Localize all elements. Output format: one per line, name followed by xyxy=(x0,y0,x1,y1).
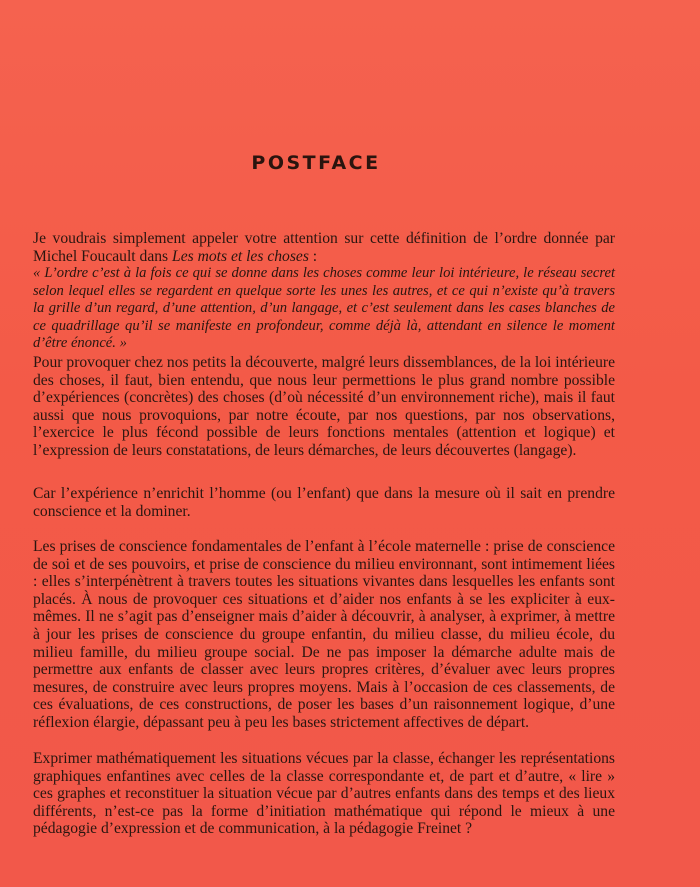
foucault-quote: « L’ordre c’est à la fois ce qui se donne dans les choses comme leur loi intérieure, le réseau secret selon lequel elles se regardent en quelque sorte les unes les autres, et ce qui n’existe qu’à travers la grille d’un regard, d’une attention, d’un langage, et c’est seulement dans les cases blanches de ce quadrillage qu’il se manifeste en profondeur, comme déjà là, attendant en silence le moment d’être énoncé. » xyxy=(33,265,615,352)
book-title: Les mots et les choses xyxy=(172,247,309,265)
paragraph-4: Les prises de conscience fondamentales de l’enfant à l’école maternelle : prise de conscience de soi et de ses pouvoirs, et prise de conscience du milieu environnant, sont intimement liées : elles s’interpénètrent à travers toutes les situations vivantes dans lesquelles les enfants sont placés. À nous de provoquer ces situations et d’aider nos enfants à se les expliciter à eux-mêmes. Il ne s’agit pas d’enseigner mais d’aider à découvrir, à analyser, à exprimer, à mettre à jour les prises de conscience du groupe enfantin, du milieu classe, du milieu école, du milieu famille, du milieu groupe social. De ne pas imposer la démarche adulte mais de permettre aux enfants de classer avec leurs propres critères, d’évaluer avec leurs propres mesures, de construire avec leurs propres moyens. Mais à l’occasion de ces classements, de ces évaluations, de ces constructions, de poser les bases d’un raisonnement logique, d’une réflexion élargie, dépassant peu à peu les bases strictement affectives de départ. xyxy=(33,538,615,731)
intro-paragraph xyxy=(33,230,615,265)
paragraph-2: Pour provoquer chez nos petits la découverte, malgré leurs dissemblances, de la loi intérieure des choses, il faut, bien entendu, que nous leur permettions le plus grand nombre possible d’expériences (concrètes) des choses (d’où nécessité d’un environnement riche), mais il faut aussi que nous provoquions, par notre écoute, par nos questions, par nos observations, l’exercice le plus fécond possible de leurs fonctions mentales (attention et logique) et l’expression de leurs constatations, de leurs démarches, de leurs découvertes (langage). xyxy=(33,354,615,459)
paragraph-3: Car l’expérience n’enrichit l’homme (ou l’enfant) que dans la mesure où il sait en prendre conscience et la dominer. xyxy=(33,485,615,520)
page-title: POSTFACE xyxy=(251,152,381,174)
intro-line-2-prefix: par Michel Foucault dans xyxy=(33,230,615,265)
paragraph-5: Exprimer mathématiquement les situations vécues par la classe, échanger les représentations graphiques enfantines avec celles de la classe correspondante et, de part et d’autre, « lire » ces graphes et reconstituer la situation vécue par d’autres enfants dans des temps et des lieux différents, n’est-ce pas la forme d’initiation mathématique qui répond le mieux à une pédagogie d’expression et de communication, à la pédagogie Freinet ? xyxy=(33,750,615,838)
intro-line-1: Je voudrais simplement appeler votre attention sur cette définition de l’ordre donnée xyxy=(33,230,589,247)
intro-line-2-suffix: : xyxy=(308,247,318,265)
